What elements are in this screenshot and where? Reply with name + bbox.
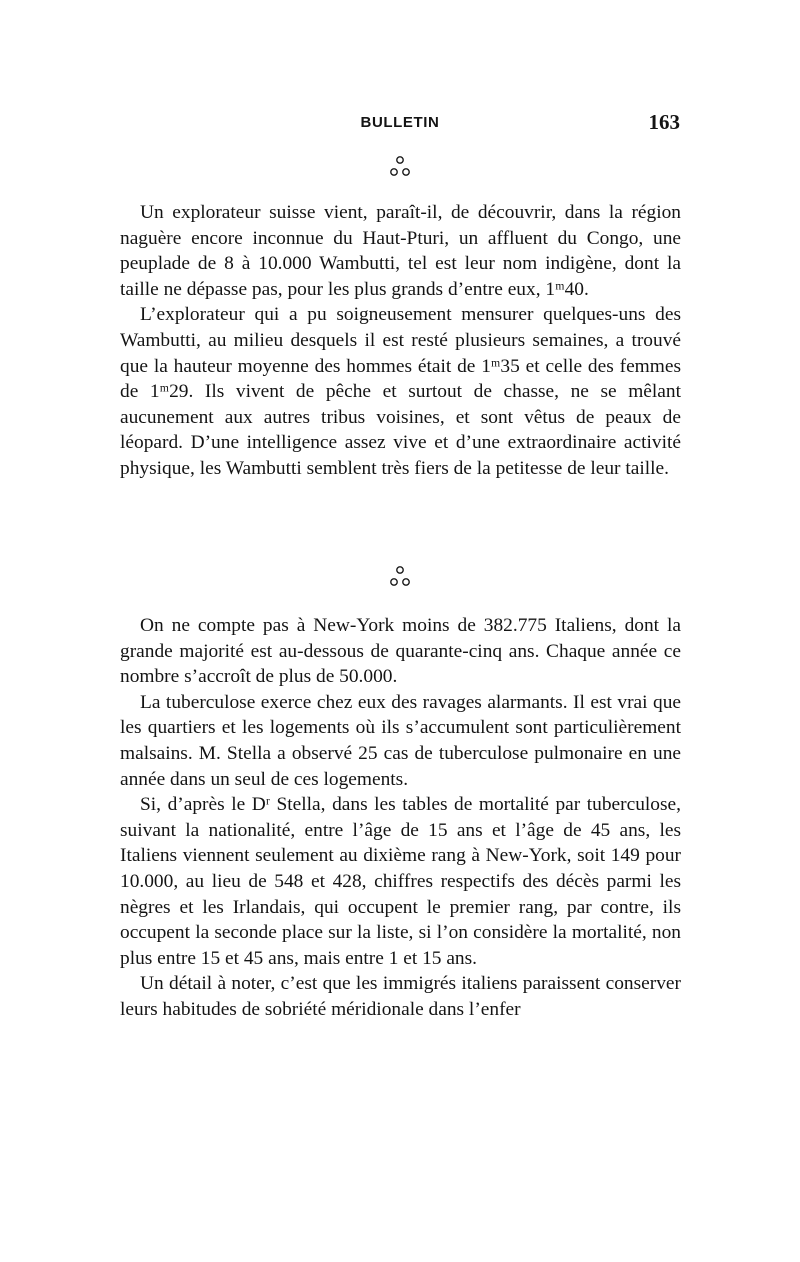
paragraph: Si, d’après le Dʳ Stella, dans les tables de mortalité par tuberculose, suivant la nationalité, entre l’âge de 15 ans et l’âge de 45 ans, les Italiens viennent seulement au dixième rang à New-York, soit 149 pour 10.000, au lieu de 548 et 428, chiffres respectifs des décès parmi les nègres et les Irlandais, qui occupent le premier rang, par contre, ils occupent la seconde place sur la liste, si l’on considère la mortalité, non plus entre 15 et 45 ans, mais entre 1 et 15 ans. — [120, 794, 681, 969]
article-italians-new-york — [120, 613, 681, 1023]
paragraph: La tuberculose exerce chez eux des ravages alarmants. Il est vrai que les quartiers et les logements où ils s’accumulent sont particulièrement malsains. M. Stella a observé 25 cas de tuberculose pulmonaire en une année dans un seul de ces logements. — [120, 691, 681, 790]
paragraph: On ne compte pas à New-York moins de 382.775 Italiens, dont la grande majorité est au-dessous de quarante-cinq ans. Chaque année ce nombre s’accroît de plus de 50.000. — [120, 615, 681, 688]
paragraph: L’explorateur qui a pu soigneusement mensurer quelques-uns des Wambutti, au milieu desquels il est resté plusieurs semaines, a trouvé que la hauteur moyenne des hommes était de 1ᵐ35 et celle des femmes de 1ᵐ29. Ils vivent de pêche et surtout de chasse, ne se mêlant aucunement aux autres tribus voisines, et sont vêtus de peaux de léopard. D’une intelligence assez vive et d’une extraordinaire activité physique, les Wambutti semblent très fiers de la petitesse de leur taille. — [120, 304, 681, 479]
running-head: BULLETIN — [360, 114, 440, 131]
page-number: 163 — [648, 110, 680, 134]
page-header — [120, 108, 680, 138]
article-pygmies — [120, 200, 681, 482]
asterism-icon — [370, 150, 430, 186]
asterism-icon — [370, 560, 430, 596]
paragraph: Un détail à noter, c’est que les immigrés italiens paraissent conserver leurs habitudes de sobriété méridionale dans l’enfer — [120, 973, 681, 1020]
paragraph: Un explorateur suisse vient, paraît-il, de découvrir, dans la région naguère encore inconnue du Haut-Pturi, un affluent du Congo, une peuplade de 8 à 10.000 Wambutti, tel est leur nom indigène, dont la taille ne dépasse pas, pour les plus grands d’entre eux, 1ᵐ40. — [120, 202, 681, 300]
